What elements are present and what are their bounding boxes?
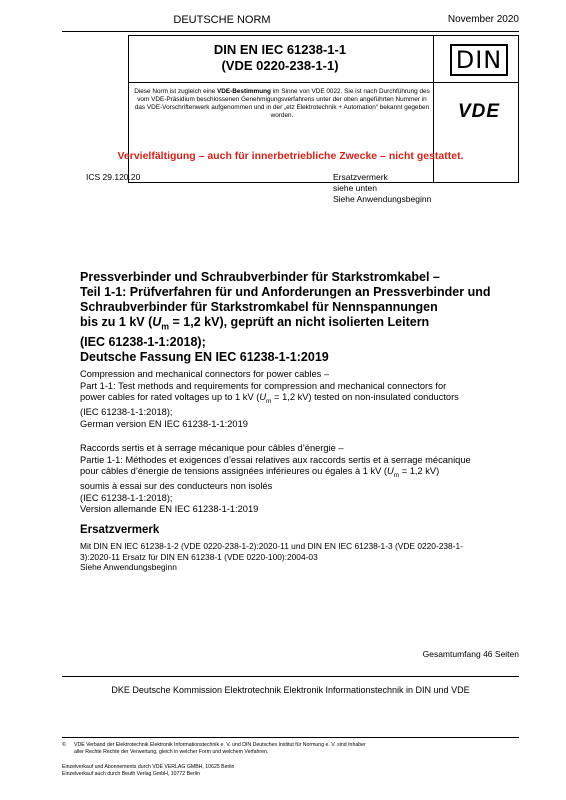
sales-line: Einzelverkauf auch durch Beuth Verlag GmbH, 10772 Berlin bbox=[62, 771, 200, 777]
vde-notice-pre: Diese Norm ist zugleich eine bbox=[134, 88, 217, 95]
copyright-line: VDE Verband der Elektrotechnik Elektronik Informationstechnik e. V. und DIN Deutsches Institut für Normung e. V. sind Inhaber bbox=[74, 742, 366, 748]
title-english-line: Compression and mechanical connectors for power cables – bbox=[80, 369, 330, 379]
title-french-line-part: pour câbles d’énergie de tensions assignées inférieures ou égales à 1 kV ( bbox=[80, 466, 387, 476]
title-english-line: (IEC 61238-1-1:2018); bbox=[80, 407, 173, 418]
title-french-line bbox=[80, 466, 522, 481]
voltage-subscript: m bbox=[266, 397, 272, 405]
title-french bbox=[80, 443, 522, 516]
document-type: DEUTSCHE NORM bbox=[173, 14, 271, 26]
title-english-line: German version EN IEC 61238-1-1:2019 bbox=[80, 418, 248, 429]
header-rule bbox=[62, 31, 519, 32]
title-french-line: Version allemande EN IEC 61238-1-1:2019 bbox=[80, 504, 259, 515]
voltage-subscript: m bbox=[161, 321, 170, 332]
sales-line: Einzelverkauf und Abonnements durch VDE VERLAG GMBH, 10625 Berlin bbox=[62, 764, 235, 770]
copyright-symbol: © bbox=[62, 742, 66, 748]
replacement-line: Mit DIN EN IEC 61238-1-2 (VDE 0220-238-1-2):2020-11 und DIN EN IEC 61238-1-3 (VDE 0220-238-1- bbox=[80, 541, 463, 551]
title-german-line-part: bis zu 1 kV ( bbox=[80, 315, 153, 329]
replacement-side-note bbox=[333, 172, 431, 205]
title-german bbox=[80, 270, 520, 365]
replacement-side-line: Siehe Anwendungsbeginn bbox=[333, 194, 432, 204]
box-divider-horizontal bbox=[129, 82, 518, 83]
copyright-text bbox=[74, 742, 514, 756]
title-english bbox=[80, 369, 522, 430]
din-logo bbox=[450, 44, 508, 76]
title-english-line-part: = 1,2 kV) tested on non-insulated conductors bbox=[271, 392, 459, 402]
reproduction-notice: Vervielfältigung – auch für innerbetriebliche Zwecke – nicht gestattet. bbox=[117, 150, 464, 162]
replacement-side-line: siehe unten bbox=[333, 183, 377, 193]
title-french-line-part: = 1,2 kV) bbox=[399, 466, 440, 476]
title-english-line: Part 1-1: Test methods and requirements for compression and mechanical connectors for bbox=[80, 380, 447, 391]
dke-line: DKE Deutsche Kommission Elektrotechnik Elektronik Informationstechnik in DIN und VDE bbox=[111, 685, 470, 695]
voltage-symbol: U bbox=[259, 392, 267, 402]
title-french-line: soumis à essai sur des conducteurs non isolés bbox=[80, 481, 273, 492]
replacement-heading: Ersatzvermerk bbox=[80, 524, 160, 536]
standard-number: DIN EN IEC 61238-1-1 bbox=[213, 42, 347, 57]
replacement-line: Siehe Anwendungsbeginn bbox=[80, 562, 177, 572]
copyright-line: aller Rechte Rechte der Verwertung, gleich in welcher Form und welchem Verfahren. bbox=[74, 749, 269, 755]
title-german-line-part: = 1,2 kV), geprüft an nicht isolierten Leitern bbox=[169, 315, 430, 329]
vde-logo: VDE bbox=[457, 101, 501, 122]
voltage-symbol: U bbox=[387, 466, 394, 476]
total-pages: Gesamtumfang 46 Seiten bbox=[422, 649, 519, 659]
vde-notice bbox=[134, 88, 430, 120]
title-english-line-part: power cables for rated voltages up to 1 kV ( bbox=[80, 392, 260, 402]
voltage-subscript: m bbox=[393, 471, 400, 479]
title-german-line bbox=[80, 315, 520, 335]
title-french-line: Raccords sertis et à serrage mécanique pour câbles d’énergie – bbox=[80, 443, 344, 453]
dke-rule-top bbox=[62, 676, 519, 677]
title-german-line: Schraubverbinder für Starkstromkabel für Nennspannungen bbox=[80, 300, 438, 314]
vde-notice-post: im Sinne von VDE 0022. Sie ist nach Durchführung des vom VDE-Präsidium beschlossenen Genehmigungsverfahrens unter der oben angeführten Nummer in das VDE-Vorschriftenwerk aufgenommen und in der „etz Elektrotechnik + Automation“ bekannt gegeben worden. bbox=[134, 88, 430, 119]
ics-code: ICS 29.120.20 bbox=[86, 172, 141, 182]
title-french-line: Partie 1-1: Méthodes et exigences d’essai relatives aux raccords sertis et à serrage mécanique bbox=[80, 454, 471, 465]
replacement-text bbox=[80, 541, 522, 573]
title-english-line bbox=[80, 392, 522, 407]
vde-classification: (VDE 0220-238-1-1) bbox=[221, 58, 339, 73]
vde-notice-bold: VDE-Bestimmung bbox=[216, 88, 271, 95]
title-french-line: (IEC 61238-1-1:2018); bbox=[80, 492, 173, 503]
replacement-side-line: Ersatzvermerk bbox=[333, 172, 388, 182]
replacement-line: 3):2020-11 Ersatz für DIN EN 61238-1 (VDE 0220-100):2004-03 bbox=[80, 551, 318, 562]
sales-notice bbox=[62, 764, 519, 778]
footer-rule bbox=[62, 737, 519, 738]
title-german-line: Teil 1-1: Prüfverfahren für und Anforderungen an Pressverbinder und bbox=[80, 285, 491, 299]
din-logo-text: DIN bbox=[455, 46, 503, 74]
title-german-line: Deutsche Fassung EN IEC 61238-1-1:2019 bbox=[80, 349, 329, 364]
publication-date: November 2020 bbox=[447, 14, 519, 25]
title-german-line: (IEC 61238-1-1:2018); bbox=[80, 334, 206, 349]
voltage-symbol: U bbox=[152, 315, 162, 329]
title-german-line: Pressverbinder und Schraubverbinder für Starkstromkabel – bbox=[80, 270, 440, 284]
